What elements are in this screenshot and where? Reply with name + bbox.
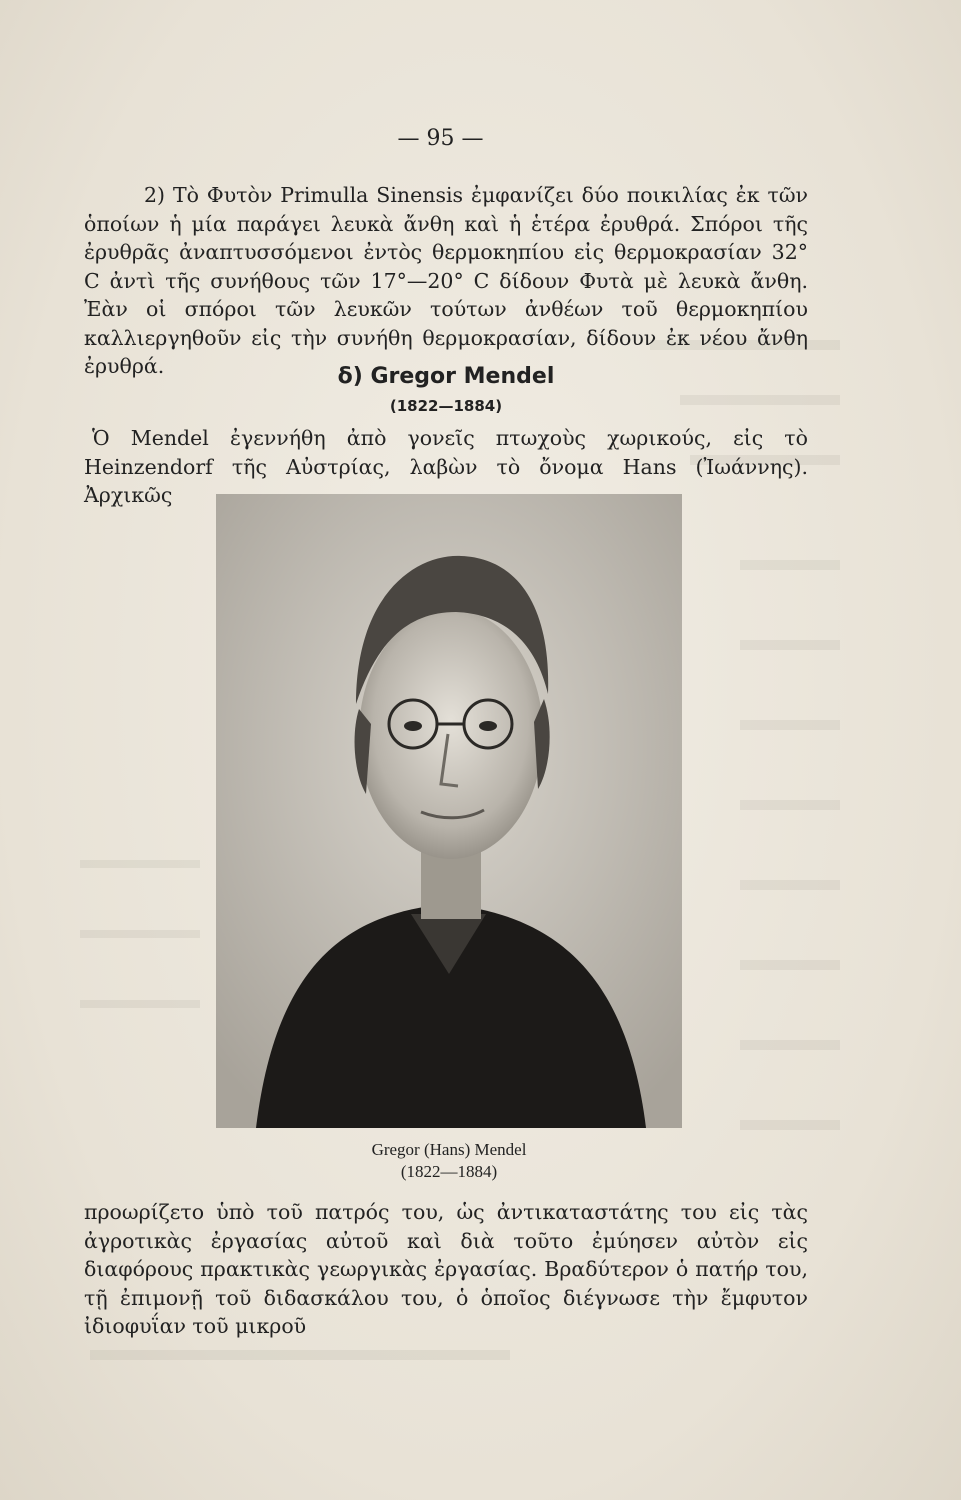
paragraph-mendel-intro: Ὁ Mendel ἐγεννήθη ἀπὸ γονεῖς πτωχοὺς χωρικούς, εἰς τὸ Heinzendorf τῆς Αὐστρίας, λαβὼν τὸ ὄνομα Hans (Ἰωάννης). Ἀρχικῶς [84,426,808,507]
paragraph-mendel-continued: προωρίζετο ὑπὸ τοῦ πατρός του, ὡς ἀντικαταστάτης του εἰς τὰς ἀγροτικὰς ἐργασίας αὐτοῦ καὶ διὰ τοῦτο ἐμύησεν αὐτὸν εἰς διαφόρους πρακτικὰς γεωργικὰς ἐργασίας. Βραδύτερον ὁ πατήρ του, τῇ ἐπιμονῇ τοῦ διδασκάλου του, ὁ ὁποῖος διέγνωσε τὴν ἔμφυτον ἰδιοφυΐαν τοῦ μικροῦ [84,1200,808,1338]
section-heading: δ) Gregor Mendel [337,364,555,389]
page-number: — 95 — [397,126,484,151]
figure-caption: Gregor (Hans) Mendel [371,1140,527,1159]
figure-caption-dates: (1822—1884) [400,1162,498,1181]
section-dates: (1822—1884) [389,397,503,415]
mendel-portrait-photo [216,494,682,1128]
portrait-illustration [216,494,682,1128]
paragraph-primula: 2) Τὸ Φυτὸν Primulla Sinensis ἐμφανίζει δύο ποικιλίας ἐκ τῶν ὁποίων ἡ μία παράγει λευκὰ ἄνθη καὶ ἡ ἑτέρα ἐρυθρά. Σπόροι τῆς ἐρυθρᾶς ἀναπτυσσόμενοι ἐντὸς θερμοκηπίου εἰς θερμοκρασίαν 32° C ἀντὶ τῆς συνήθους τῶν 17°—20° C δίδουν Φυτὰ μὲ λευκὰ ἄνθη. Ἐὰν οἱ σπόροι τῶν λευκῶν τούτων ἀνθέων τοῦ θερμοκηπίου καλλιεργηθοῦν εἰς τὴν συνήθη θερμοκρασίαν, δίδουν ἐκ νέου ἄνθη ἐρυθρά. [84,183,808,378]
